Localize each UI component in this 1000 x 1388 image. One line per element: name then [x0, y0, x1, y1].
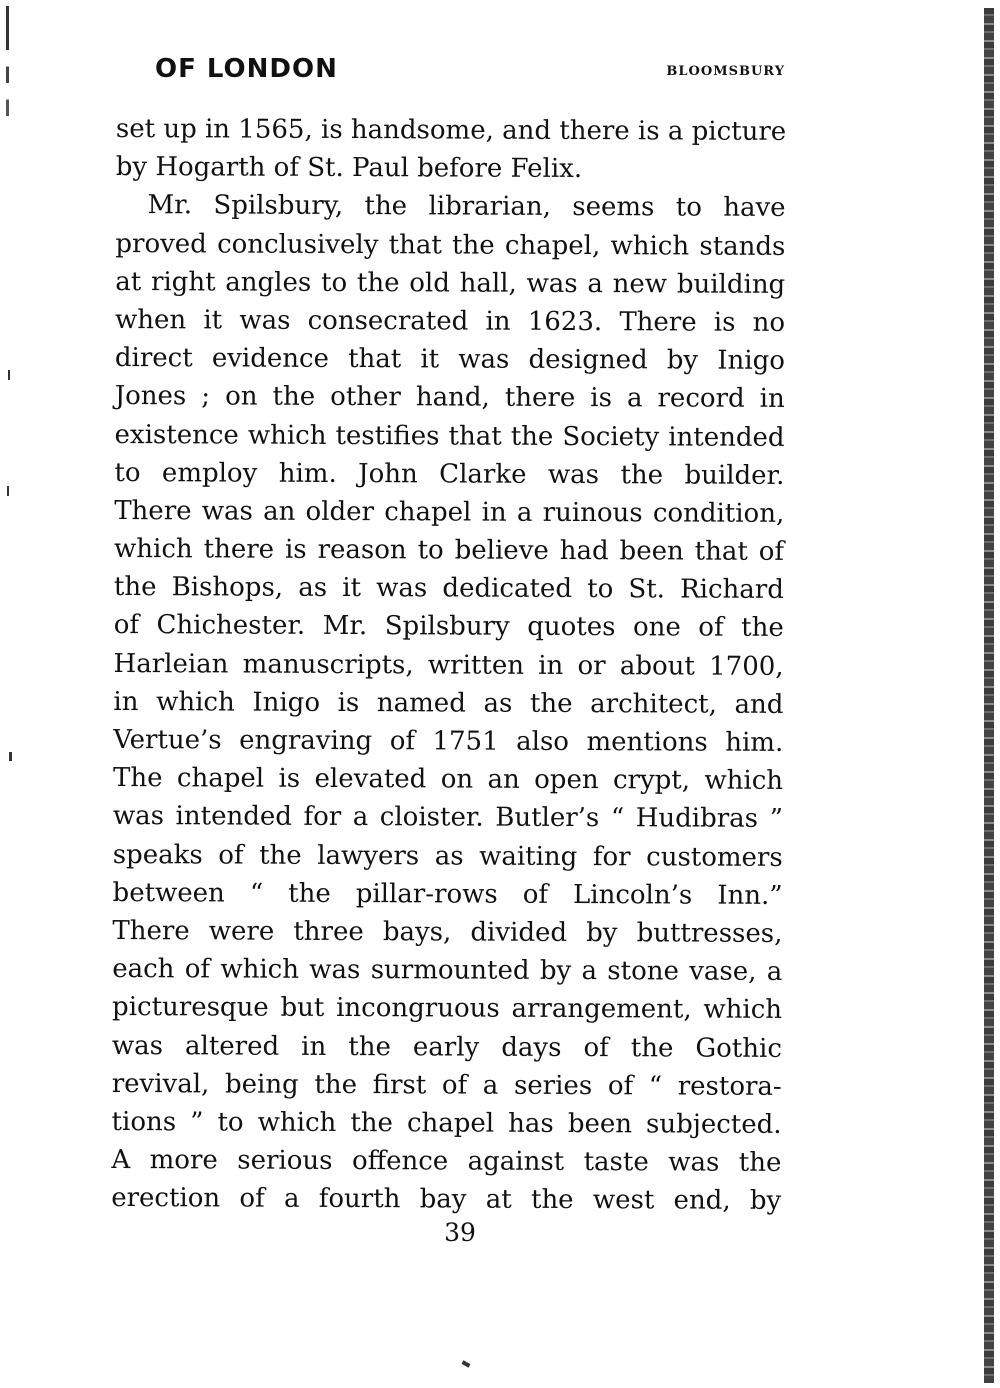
text-line: when it was consecrated in 1623. There is no: [115, 304, 786, 338]
text-line: Jones ; on the other hand, there is a record in: [114, 381, 785, 415]
text-line: between “ the pillar-rows of Lincoln’s Inn.”: [112, 877, 783, 911]
running-head-left: OF LONDON: [155, 54, 338, 84]
text-line: to employ him. John Clarke was the builder.: [114, 457, 785, 491]
running-head-right: BLOOMSBURY: [666, 64, 785, 79]
text-line: A more serious offence against taste was the: [111, 1145, 782, 1178]
scan-speck: [7, 486, 9, 496]
text-line: speaks of the lawyers as waiting for customers: [112, 839, 783, 873]
text-line: Mr. Spilsbury, the librarian, seems to have: [147, 190, 786, 224]
body-text: [111, 110, 786, 1220]
text-line: There was an older chapel in a ruinous condition,: [114, 495, 785, 529]
text-line: the Bishops, as it was dedicated to St. Richard: [113, 572, 784, 606]
text-line: Harleian manuscripts, written in or about 1700,: [113, 648, 784, 682]
page-edge-right: [984, 8, 994, 1383]
text-line: was intended for a cloister. Butler’s “ Hudibras ”: [112, 801, 783, 835]
text-line: in which Inigo is named as the architect, and: [113, 686, 784, 720]
page-edge-left: [6, 6, 9, 116]
text-line: erection of a fourth bay at the west end, by: [111, 1183, 782, 1217]
text-line: direct evidence that it was designed by Inigo: [114, 343, 785, 377]
text-line: There were three bays, divided by buttresses,: [112, 915, 783, 949]
text-line: which there is reason to believe had been that of: [114, 534, 785, 567]
text-line: by Hogarth of St. Paul before Felix.: [115, 152, 583, 185]
text-line: revival, being the first of a series of “ restora-: [111, 1068, 782, 1102]
text-line: was altered in the early days of the Gothic: [111, 1030, 782, 1064]
text-line: existence which testifies that the Society intended: [114, 419, 785, 453]
text-line: each of which was surmounted by a stone vase, a: [112, 954, 783, 988]
running-head: [155, 54, 785, 90]
text-line: picturesque but incongruous arrangement, which: [112, 992, 783, 1026]
scan-speck: [9, 752, 12, 761]
page-number: 39: [444, 1218, 476, 1247]
text-line: at right angles to the old hall, was a new building: [115, 266, 786, 300]
text-line: The chapel is elevated on an open crypt, which: [113, 763, 784, 797]
text-line: proved conclusively that the chapel, which stands: [115, 228, 786, 262]
text-line: set up in 1565, is handsome, and there is a picture: [115, 113, 787, 147]
text-line: tions ” to which the chapel has been subjected.: [111, 1106, 782, 1140]
scan-speck: [462, 1360, 471, 1367]
scan-speck: [8, 370, 10, 380]
text-line: Vertue’s engraving of 1751 also mentions him.: [113, 724, 784, 758]
text-line: of Chichester. Mr. Spilsbury quotes one of the: [113, 610, 784, 644]
